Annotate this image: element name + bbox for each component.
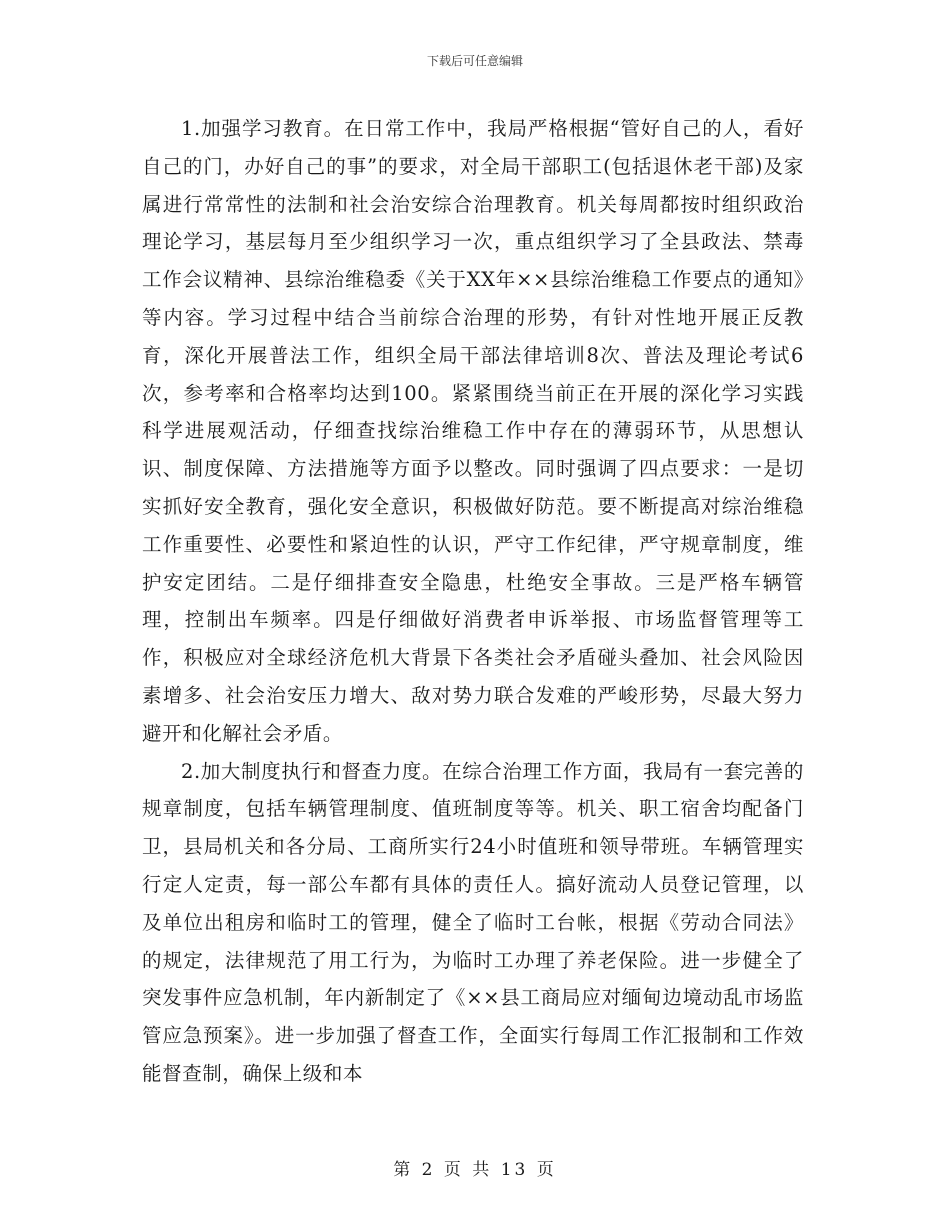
document-body — [142, 110, 804, 1093]
page-header: 下载后可任意编辑 — [426, 54, 523, 68]
page-number: 第 2 页 共 13 页 — [393, 1160, 557, 1180]
paragraph-1: 1.加强学习教育。在日常工作中，我局严格根据“管好自己的人，看好自己的门，办好自己的事”的要求，对全局干部职工(包括退休老干部)及家属进行常常性的法制和社会治安综合治理教育。机关每周都按时组织政治理论学习，基层每月至少组织学习一次，重点组织学习了全县政法、禁毒工作会议精神、县综治维稳委《关于XX年××县综治维稳工作要点的通知》等内容。学习过程中结合当前综合治理的形势，有针对性地开展正反教育，深化开展普法工作，组织全局干部法律培训8次、普法及理论考试6次，参考率和合格率均达到100。紧紧围绕当前正在开展的深化学习实践科学进展观活动，仔细查找综治维稳工作中存在的薄弱环节，从思想认识、制度保障、方法措施等方面予以整改。同时强调了四点要求：一是切实抓好安全教育，强化安全意识，积极做好防范。要不断提高对综治维稳工作重要性、必要性和紧迫性的认识，严守工作纪律，严守规章制度，维护安定团结。二是仔细排查安全隐患，杜绝安全事故。三是严格车辆管理，控制出车频率。四是仔细做好消费者申诉举报、市场监督管理等工作，积极应对全球经济危机大背景下各类社会矛盾碰头叠加、社会风险因素增多、社会治安压力增大、敌对势力联合发难的严峻形势，尽最大努力避开和化解社会矛盾。 — [142, 117, 804, 745]
paragraph-2: 2.加大制度执行和督查力度。在综合治理工作方面，我局有一套完善的规章制度，包括车辆管理制度、值班制度等等。机关、职工宿舍均配备门卫，县局机关和各分局、工商所实行24小时值班和领导带班。车辆管理实行定人定责，每一部公车都有具体的责任人。搞好流动人员登记管理，以及单位出租房和临时工的管理，健全了临时工台帐，根据《劳动合同法》的规定，法律规范了用工行为，为临时工办理了养老保险。进一步健全了突发事件应急机制，年内新制定了《××县工商局应对缅甸边境动乱市场监管应急预案》。进一步加强了督查工作，全面实行每周工作汇报制和工作效能督查制，确保上级和本 — [142, 759, 804, 1085]
